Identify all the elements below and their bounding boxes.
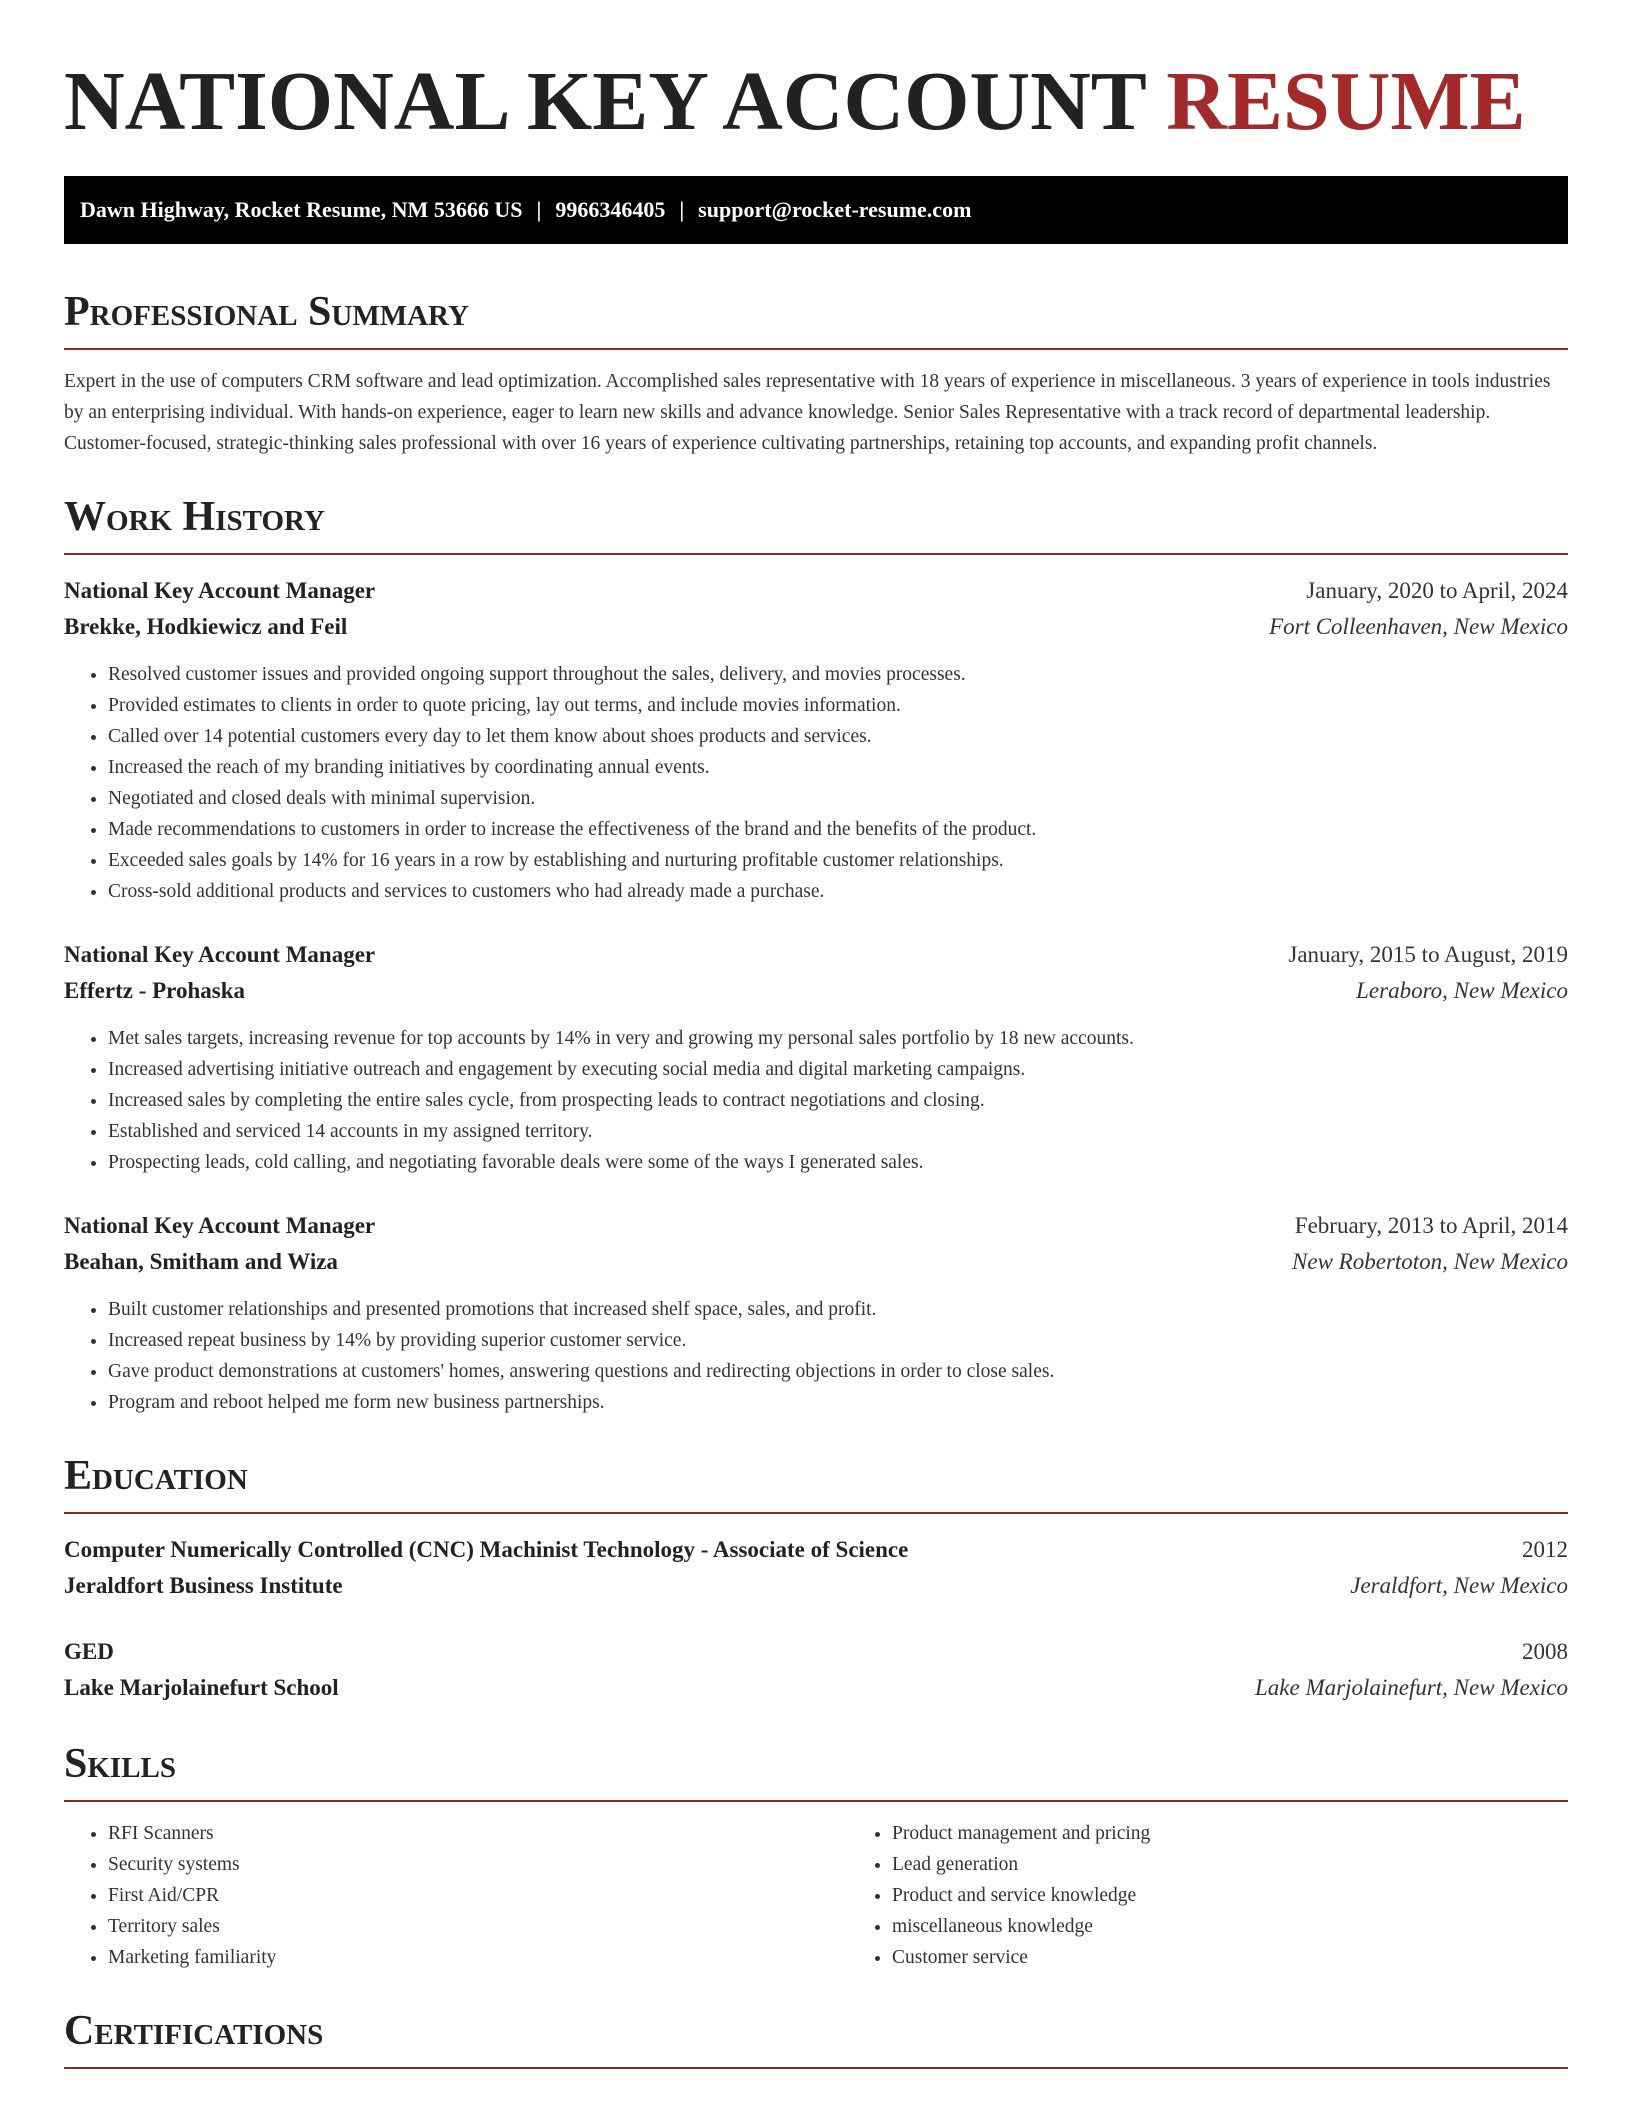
section-divider (64, 348, 1568, 350)
education-degree: GED (64, 1639, 114, 1664)
section-divider (64, 2067, 1568, 2069)
skills-columns (64, 1818, 1568, 1973)
certifications-heading: Certifications (64, 2008, 324, 2054)
education-location: Lake Marjolainefurt, New Mexico (1255, 1675, 1568, 1700)
job-bullet: • Program and reboot helped me form new business partnerships. (108, 1387, 1568, 1418)
contact-separator: | (679, 197, 685, 222)
work-history-heading: Work History (64, 494, 325, 540)
contact-email: support@rocket-resume.com (698, 197, 972, 222)
job-title: National Key Account Manager (64, 578, 376, 603)
skill-item: • Product and service knowledge (892, 1880, 1492, 1911)
job-location: New Robertoton, New Mexico (1292, 1249, 1568, 1274)
title-accent: RESUME (1166, 55, 1526, 148)
skill-item: • Security systems (108, 1849, 848, 1880)
section-divider (64, 553, 1568, 555)
contact-separator: | (536, 197, 542, 222)
job-bullet: • Negotiated and closed deals with minimal supervision. (108, 783, 1568, 814)
contact-bar (64, 176, 1568, 244)
job-bullet: • Resolved customer issues and provided ongoing support throughout the sales, delivery, and movies processes. (108, 659, 1568, 690)
job-location: Leraboro, New Mexico (1356, 978, 1568, 1003)
job-entry (64, 937, 1568, 1178)
summary-section (64, 284, 1568, 459)
skill-item: • Marketing familiarity (108, 1942, 848, 1973)
education-year: 2012 (1522, 1537, 1568, 1562)
job-location: Fort Colleenhaven, New Mexico (1269, 614, 1568, 639)
education-year: 2008 (1522, 1639, 1568, 1664)
job-bullet: • Met sales targets, increasing revenue for top accounts by 14% in very and growing my personal sales portfolio by 18 new accounts. (108, 1023, 1568, 1054)
education-location: Jeraldfort, New Mexico (1350, 1573, 1568, 1598)
job-company: Beahan, Smitham and Wiza (64, 1249, 338, 1274)
skills-section (64, 1736, 1568, 1973)
work-history-section (64, 489, 1568, 1418)
job-bullets (64, 1023, 1568, 1178)
education-section (64, 1448, 1568, 1706)
skill-item: • miscellaneous knowledge (892, 1911, 1492, 1942)
job-company: Effertz - Prohaska (64, 978, 245, 1003)
summary-heading: Professional Summary (64, 289, 469, 335)
resume-title (64, 56, 1568, 148)
job-bullet: • Increased sales by completing the entire sales cycle, from prospecting leads to contract negotiations and closing. (108, 1085, 1568, 1116)
job-title: National Key Account Manager (64, 942, 376, 967)
job-dates: January, 2020 to April, 2024 (1306, 578, 1568, 603)
job-bullet: • Prospecting leads, cold calling, and negotiating favorable deals were some of the ways I generated sales. (108, 1147, 1568, 1178)
certifications-section (64, 2003, 1568, 2069)
skill-item: • Territory sales (108, 1911, 848, 1942)
skill-item: • RFI Scanners (108, 1818, 848, 1849)
skills-column (848, 1818, 1492, 1973)
skill-item: • First Aid/CPR (108, 1880, 848, 1911)
section-divider (64, 1800, 1568, 1802)
job-dates: February, 2013 to April, 2014 (1294, 1213, 1568, 1238)
job-bullet: • Called over 14 potential customers every day to let them know about shoes products and services. (108, 721, 1568, 752)
job-entry (64, 1208, 1568, 1418)
job-bullet: • Built customer relationships and presented promotions that increased shelf space, sales, and profit. (108, 1294, 1568, 1325)
title-main: NATIONAL KEY ACCOUNT (64, 55, 1146, 148)
education-degree: Computer Numerically Controlled (CNC) Machinist Technology - Associate of Science (64, 1537, 909, 1562)
education-school: Lake Marjolainefurt School (64, 1675, 339, 1700)
job-bullet: • Made recommendations to customers in order to increase the effectiveness of the brand and the benefits of the product. (108, 814, 1568, 845)
job-dates: January, 2015 to August, 2019 (1288, 942, 1568, 967)
job-bullet: • Increased advertising initiative outreach and engagement by executing social media and digital marketing campaigns. (108, 1054, 1568, 1085)
summary-text: Expert in the use of computers CRM software and lead optimization. Accomplished sales representative with 18 years of experience in miscellaneous. 3 years of experience in tools industries by an enterprising individual. With hands-on experience, eager to learn new skills and advance knowledge. Senior Sales Representative with a track record of departmental leadership. Customer-focused, strategic-thinking sales professional with over 16 years of experience cultivating partnerships, retaining top accounts, and expanding profit channels. (64, 371, 1551, 454)
skill-item: • Lead generation (892, 1849, 1492, 1880)
contact-address: Dawn Highway, Rocket Resume, NM 53666 US (80, 197, 523, 222)
job-bullet: • Established and serviced 14 accounts in my assigned territory. (108, 1116, 1568, 1147)
job-title: National Key Account Manager (64, 1213, 376, 1238)
education-school: Jeraldfort Business Institute (64, 1573, 343, 1598)
skill-item: • Customer service (892, 1942, 1492, 1973)
education-entry (64, 1634, 1568, 1706)
job-bullet: • Provided estimates to clients in order to quote pricing, lay out terms, and include movies information. (108, 690, 1568, 721)
job-bullets (64, 1294, 1568, 1418)
skill-item: • Product management and pricing (892, 1818, 1492, 1849)
education-entry (64, 1532, 1568, 1604)
job-bullets (64, 659, 1568, 907)
job-bullet: • Increased repeat business by 14% by providing superior customer service. (108, 1325, 1568, 1356)
skills-column (64, 1818, 848, 1973)
skills-heading: Skills (64, 1741, 177, 1787)
section-divider (64, 1512, 1568, 1514)
job-company: Brekke, Hodkiewicz and Feil (64, 614, 348, 639)
job-bullet: • Cross-sold additional products and services to customers who had already made a purchase. (108, 876, 1568, 907)
job-bullet: • Gave product demonstrations at customers' homes, answering questions and redirecting objections in order to close sales. (108, 1356, 1568, 1387)
contact-phone: 9966346405 (555, 197, 666, 222)
job-bullet: • Increased the reach of my branding initiatives by coordinating annual events. (108, 752, 1568, 783)
job-entry (64, 573, 1568, 907)
education-heading: Education (64, 1453, 248, 1499)
job-bullet: • Exceeded sales goals by 14% for 16 years in a row by establishing and nurturing profitable customer relationships. (108, 845, 1568, 876)
